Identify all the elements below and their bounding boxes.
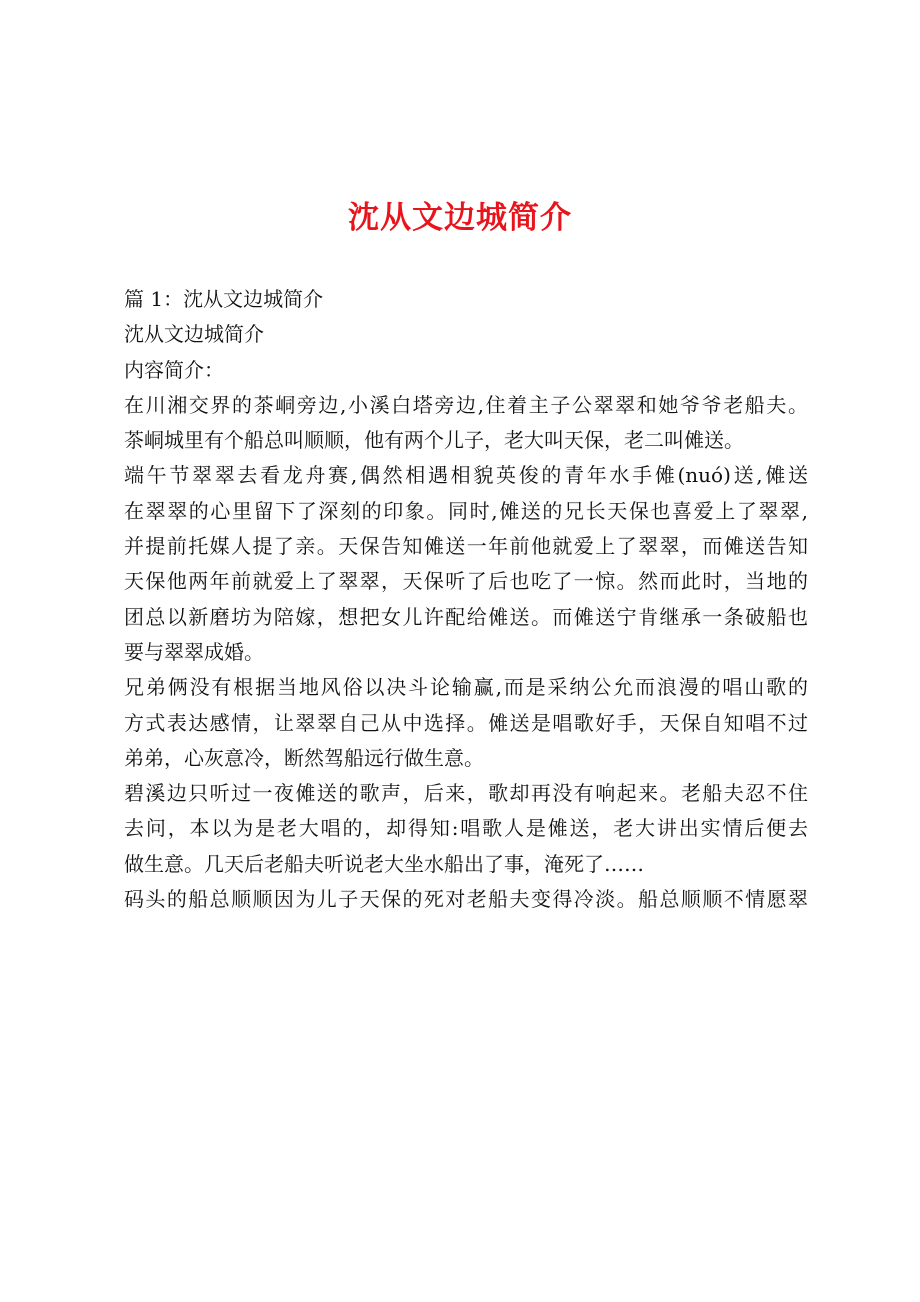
text-line: 做生意。几天后老船夫听说老大坐水船出了事，淹死了…… — [124, 851, 644, 876]
text-line: 在川湘交界的茶峒旁边,小溪白塔旁边,住着主子公翠翠和她爷爷老船夫。 — [124, 392, 808, 417]
text-line: 去问，本以为是老大唱的，却得知:唱歌人是傩送，老大讲出实情后便去 — [124, 816, 808, 841]
section-heading: 篇 1：沈从文边城简介 — [124, 287, 324, 311]
text-line: 茶峒城里有个船总叫顺顺，他有两个儿子，老大叫天保，老二叫傩送。 — [124, 428, 744, 453]
text-line: 方式表达感情，让翠翠自己从中选择。傩送是唱歌好手，天保自知唱不过 — [124, 710, 808, 735]
text-line: 兄弟俩没有根据当地风俗以决斗论输赢,而是采纳公允而浪漫的唱山歌的 — [124, 675, 808, 700]
text-line: 码头的船总顺顺因为儿子天保的死对老船夫变得冷淡。船总顺顺不情愿翠 — [124, 887, 808, 912]
text-line: 在翠翠的心里留下了深刻的印象。同时,傩送的兄长天保也喜爱上了翠翠, — [124, 498, 808, 523]
text-line: 弟弟，心灰意冷，断然驾船远行做生意。 — [124, 745, 484, 770]
text-line: 碧溪边只听过一夜傩送的歌声，后来，歌却再没有响起来。老船夫忍不住 — [124, 781, 808, 806]
text-line: 天保他两年前就爱上了翠翠，天保听了后也吃了一惊。然而此时，当地的 — [124, 569, 808, 594]
text-line: 端午节翠翠去看龙舟赛,偶然相遇相貌英俊的青年水手傩(nuó)送,傩送 — [124, 463, 808, 488]
text-line: 并提前托媒人提了亲。天保告知傩送一年前他就爱上了翠翠，而傩送告知 — [124, 534, 808, 559]
subtitle: 沈从文边城简介 — [124, 322, 264, 347]
document-body — [124, 282, 808, 917]
content-summary-label: 内容简介： — [124, 357, 224, 382]
text-line: 要与翠翠成婚。 — [124, 639, 264, 664]
document-title: 沈从文边城简介 — [348, 200, 572, 236]
text-line: 团总以新磨坊为陪嫁，想把女儿许配给傩送。而傩送宁肯继承一条破船也 — [124, 604, 808, 629]
